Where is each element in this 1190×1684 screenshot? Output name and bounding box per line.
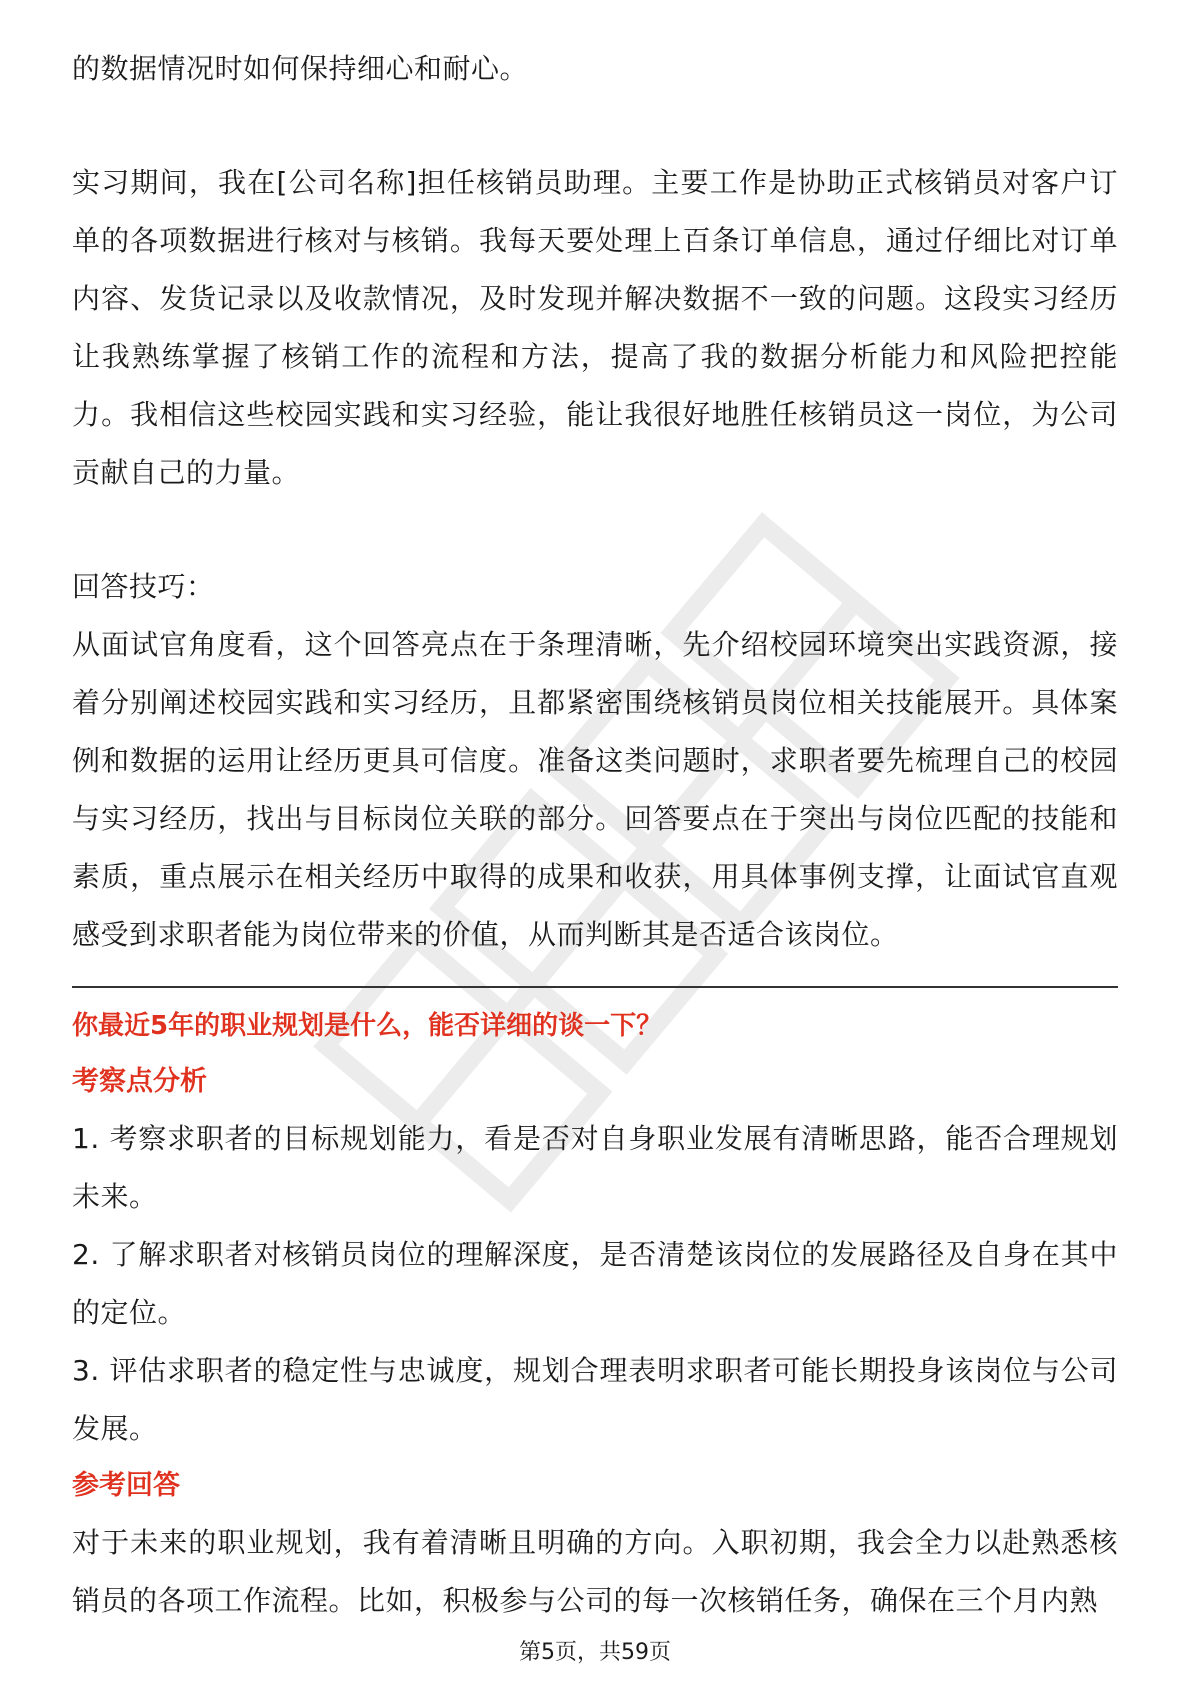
analysis-item: 3. 评估求职者的稳定性与忠诚度，规划合理表明求职者可能长期投身该岗位与公司发展。: [72, 1354, 1118, 1445]
intro-fragment: 的数据情况时如何保持细心和耐心。: [72, 52, 529, 85]
document-body: [72, 40, 1118, 1630]
answer-paragraph: 对于未来的职业规划，我有着清晰且明确的方向。入职初期，我会全力以赴熟悉核销员的各项工作流程。比如，积极参与公司的每一次核销任务，确保在三个月内熟: [72, 1526, 1118, 1617]
analysis-item: 1. 考察求职者的目标规划能力，看是否对自身职业发展有清晰思路，能否合理规划未来。: [72, 1122, 1118, 1213]
analysis-item: 2. 了解求职者对核销员岗位的理解深度，是否清楚该岗位的发展路径及自身在其中的定位。: [72, 1238, 1118, 1329]
page-number: 第5页，共59页: [519, 1640, 671, 1665]
spacer: [72, 502, 1118, 558]
tips-paragraph: 从面试官角度看，这个回答亮点在于条理清晰，先介绍校园环境突出实践资源，接着分别阐述校园实践和实习经历，且都紧密围绕核销员岗位相关技能展开。具体案例和数据的运用让经历更具可信度。准备这类问题时，求职者要先梳理自己的校园与实习经历，找出与目标岗位关联的部分。回答要点在于突出与岗位匹配的技能和素质，重点展示在相关经历中取得的成果和收获，用具体事例支撑，让面试官直观感受到求职者能为岗位带来的价值，从而判断其是否适合该岗位。: [72, 628, 1118, 951]
analysis-heading: 考察点分析: [72, 1066, 207, 1097]
answer-heading: 参考回答: [72, 1470, 180, 1501]
tips-label: 回答技巧：: [72, 570, 215, 603]
question-title: 你最近5年的职业规划是什么，能否详细的谈一下？: [72, 1011, 663, 1041]
spacer: [72, 98, 1118, 154]
section-divider: [72, 986, 1118, 988]
internship-paragraph: 实习期间，我在[公司名称]担任核销员助理。主要工作是协助正式核销员对客户订单的各项数据进行核对与核销。我每天要处理上百条订单信息，通过仔细比对订单内容、发货记录以及收款情况，及时发现并解决数据不一致的问题。这段实习经历让我熟练掌握了核销工作的流程和方法，提高了我的数据分析能力和风险把控能力。我相信这些校园实践和实习经验，能让我很好地胜任核销员这一岗位，为公司贡献自己的力量。: [72, 166, 1118, 489]
